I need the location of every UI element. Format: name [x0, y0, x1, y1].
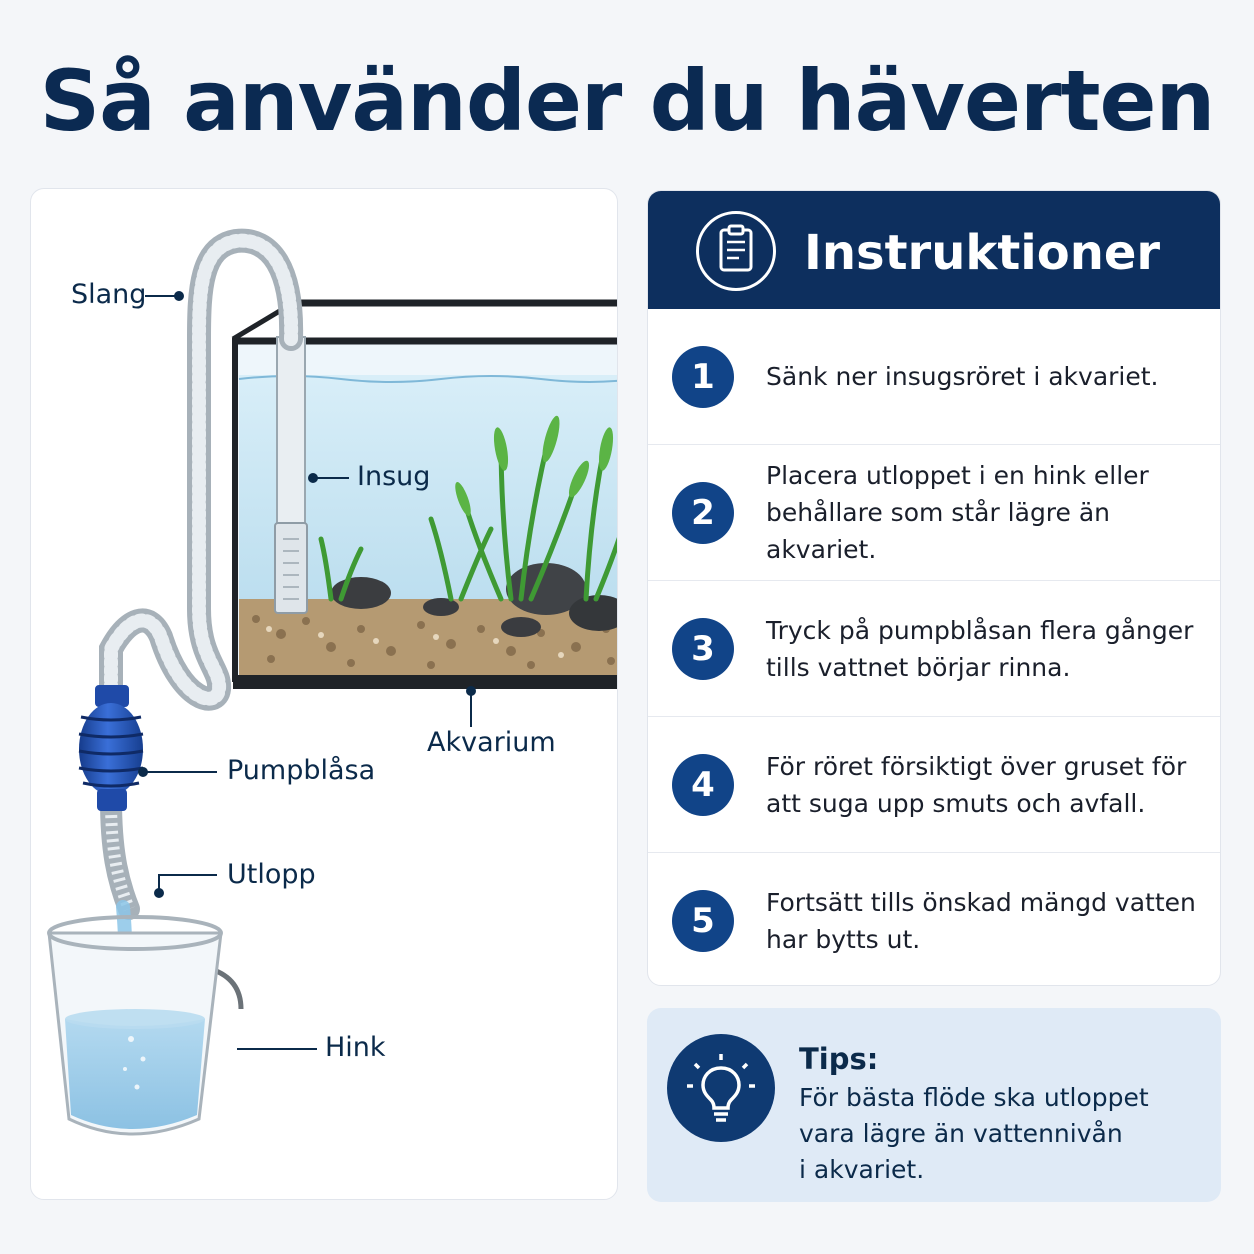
label-hose: Slang	[71, 279, 147, 310]
tips-title: Tips:	[799, 1042, 879, 1076]
diagram-card	[30, 188, 618, 1200]
clipboard-icon	[696, 211, 776, 291]
lightbulb-icon	[667, 1034, 775, 1142]
step-text: Fortsätt tills önskad mängd vatten har bytts ut.	[766, 888, 1196, 954]
instructions-card	[647, 190, 1221, 986]
step-2	[648, 445, 1221, 581]
step-text: För röret försiktigt över gruset för att suga upp smuts och avfall.	[766, 751, 1187, 818]
pump-bulb-icon	[79, 685, 143, 811]
step-number: 2	[672, 482, 734, 544]
instructions-header	[648, 191, 1220, 309]
label-aquarium: Akvarium	[427, 727, 556, 758]
label-pump-bulb: Pumpblåsa	[227, 755, 376, 786]
intake-tube-icon	[275, 337, 307, 613]
bucket-icon	[49, 917, 241, 1134]
step-1	[648, 309, 1221, 445]
step-4	[648, 717, 1221, 853]
label-intake: Insug	[357, 461, 431, 492]
step-number: 1	[672, 346, 734, 408]
step-text: Tryck på pumpblåsan flera gånger tills vattnet börjar rinna.	[766, 615, 1194, 682]
instructions-title: Instruktioner	[804, 225, 1161, 281]
tips-card	[647, 1008, 1221, 1202]
step-number: 5	[672, 890, 734, 952]
page-title: Så använder du häverten	[39, 52, 1215, 150]
step-5	[648, 853, 1221, 986]
step-text: Placera utloppet i en hink eller behållare som står lägre än akvariet.	[766, 461, 1149, 564]
tips-text: För bästa flöde ska utloppet vara lägre än vattennivån i akvariet.	[799, 1083, 1149, 1184]
label-bucket: Hink	[325, 1032, 386, 1063]
step-3	[648, 581, 1221, 717]
step-number: 3	[672, 618, 734, 680]
step-number: 4	[672, 754, 734, 816]
label-outlet: Utlopp	[227, 859, 316, 890]
step-text: Sänk ner insugsröret i akvariet.	[766, 362, 1159, 391]
